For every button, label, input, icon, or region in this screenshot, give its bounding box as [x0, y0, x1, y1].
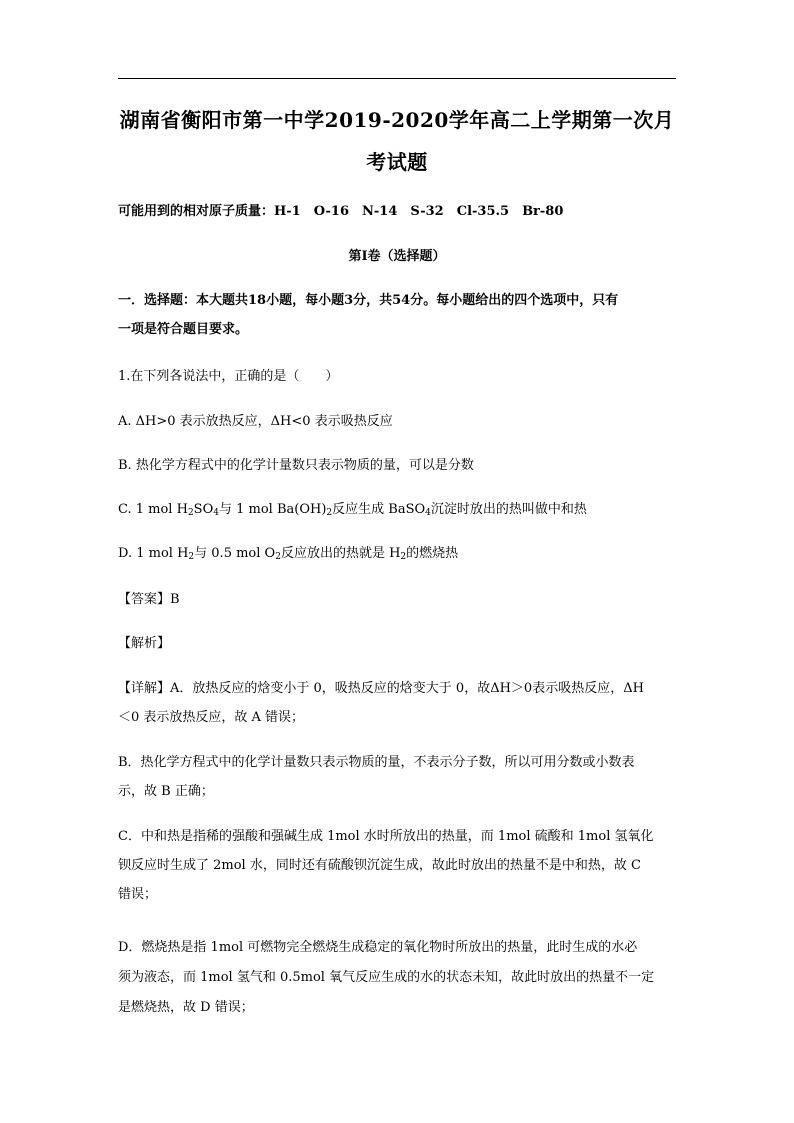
option-a: A. ΔH>0 表示放热反应，ΔH<0 表示吸热反应 [118, 414, 393, 429]
explanation-a-line2: ＜0 表示放热反应，故 A 错误； [118, 710, 305, 725]
doc-title-line1: 湖南省衡阳市第一中学2019-2020学年高二上学期第一次月 [119, 108, 675, 132]
subscript: 4 [213, 508, 219, 518]
analysis-heading: 【解析】 [118, 636, 171, 651]
option-c-text: C. 1 mol H [118, 502, 188, 517]
option-c-text: SO [193, 502, 214, 517]
header-rule [118, 78, 676, 79]
explanation-d-line2: 须为液态，而 1mol 氢气和 0.5mol 氧气反应生成的水的状态未知，故此时放出的热量不一定 [118, 970, 655, 985]
explanation-d-line1: D．燃烧热是指 1mol 可燃物完全燃烧生成稳定的氧化物时所放出的热量，此时生成的水必 [118, 940, 638, 955]
option-c-text: 反应生成 BaSO [332, 502, 426, 517]
explanation-b-line2: 示，故 B 正确； [118, 784, 214, 799]
question-stem: 1.在下列各说法中，正确的是（ ） [118, 369, 339, 384]
option-d-text: 的燃烧热 [406, 546, 459, 561]
option-d-text: D. 1 mol H [118, 546, 189, 561]
instructions-line1: 一．选择题：本大题共18小题，每小题3分，共54分。每小题给出的四个选项中，只有 [118, 293, 619, 308]
subscript: 2 [400, 552, 407, 562]
subscript: 2 [187, 508, 194, 518]
explanation-a-line1: 【详解】A．放热反应的焓变小于 0，吸热反应的焓变大于 0，故ΔH＞0表示吸热反应，ΔH [118, 681, 644, 696]
subscript: 2 [326, 508, 333, 518]
option-c-text: 沉淀时放出的热叫做中和热 [430, 502, 587, 517]
subscript: 2 [275, 552, 281, 562]
option-d [118, 542, 678, 561]
option-c [118, 498, 678, 517]
atomic-masses: 可能用到的相对原子质量：H-1 O-16 N-14 S-32 Cl-35.5 Br-80 [118, 204, 564, 219]
explanation-c-line1: C．中和热是指稀的强酸和强碱生成 1mol 水时所放出的热量，而 1mol 硫酸和 1mol 氢氧化 [118, 829, 654, 844]
explanation-c-line2: 钡反应时生成了 2mol 水，同时还有硫酸钡沉淀生成，故此时放出的热量不是中和热，故 C [118, 858, 641, 873]
explanation-d-line3: 是燃烧热，故 D 错误； [118, 1000, 254, 1015]
option-d-text: 反应放出的热就是 H [280, 546, 401, 561]
instructions-line2: 一项是符合题目要求。 [118, 322, 249, 337]
option-c-text: 与 1 mol Ba(OH) [218, 502, 327, 517]
option-b: B. 热化学方程式中的化学计量数只表示物质的量，可以是分数 [118, 458, 474, 473]
doc-title-line2: 考试题 [366, 150, 428, 174]
option-d-text: 与 0.5 mol O [194, 546, 276, 561]
answer: 【答案】B [118, 592, 180, 607]
explanation-b-line1: B．热化学方程式中的化学计量数只表示物质的量，不表示分子数，所以可用分数或小数表 [118, 755, 635, 770]
section-heading: 第Ⅰ卷（选择题） [348, 249, 446, 264]
subscript: 4 [425, 508, 431, 518]
explanation-c-line3: 错误； [118, 887, 158, 902]
subscript: 2 [188, 552, 195, 562]
